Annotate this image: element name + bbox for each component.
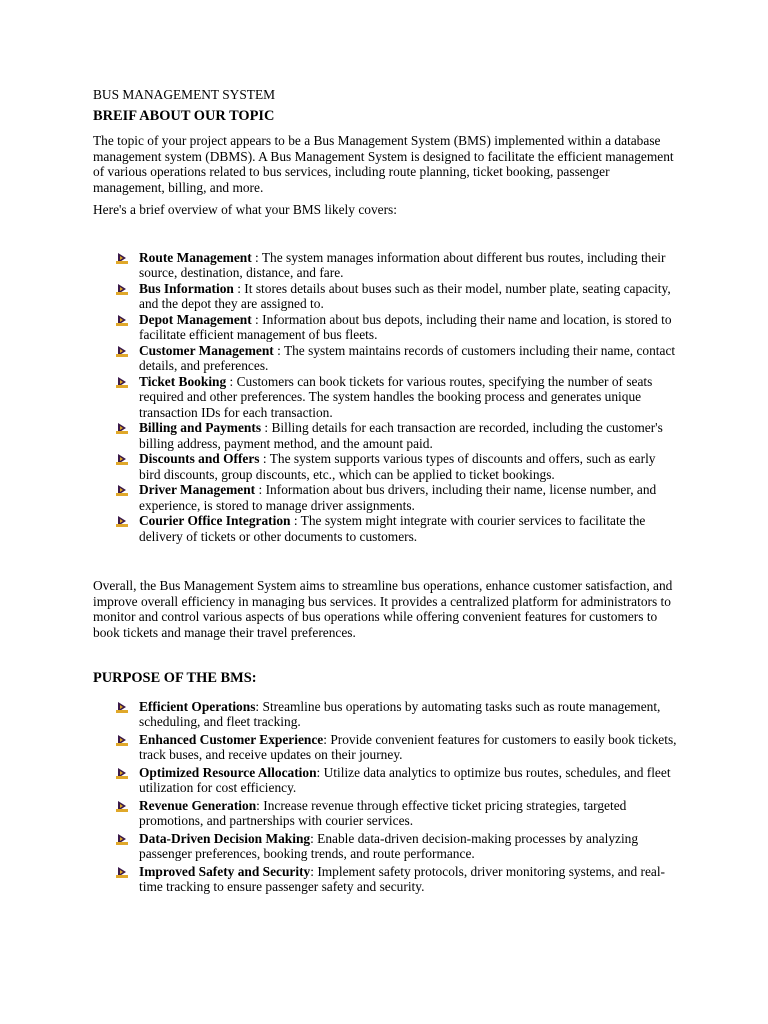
arrow-bullet-icon	[116, 283, 128, 295]
list-item-separator: :	[251, 249, 262, 265]
purposes-list	[93, 699, 678, 895]
list-item-term: Efficient Operations	[139, 698, 256, 714]
list-item-separator: :	[259, 451, 270, 466]
arrow-bullet-icon	[116, 345, 128, 357]
list-item-text: Implement safety protocols, driver monitoring systems, and real-time tracking to ensure passenger safety and security.	[139, 863, 666, 894]
list-item-text: The system maintains records of customers including their name, contact details, and preferences.	[139, 342, 676, 373]
list-item-separator: :	[261, 420, 272, 435]
list-item-separator: :	[290, 513, 301, 528]
list-item-text: Streamline bus operations by automating tasks such as route management, scheduling, and fleet tracking.	[139, 698, 661, 729]
list-item-term: Billing and Payments	[139, 420, 262, 435]
list-item-text: Information about bus depots, including their name and location, is stored to facilitate efficient management of bus fleets.	[139, 311, 672, 342]
list-item-text: Billing details for each transaction are recorded, including the customer's billing address, payment method, and the amount paid.	[139, 420, 663, 451]
list-item-separator: :	[255, 698, 263, 714]
features-list	[93, 250, 678, 545]
list-item-separator: :	[273, 342, 284, 358]
list-item-separator: :	[226, 373, 237, 389]
list-item-text: Utilize data analytics to optimize bus routes, schedules, and fleet utilization for cost efficiency.	[139, 764, 671, 795]
arrow-bullet-icon	[116, 767, 128, 779]
list-item-separator: :	[251, 311, 263, 327]
arrow-bullet-icon	[116, 453, 128, 465]
list-item-text: It stores details about buses such as their model, number plate, seating capacity, and the depot they are assigned to.	[139, 280, 671, 311]
arrow-bullet-icon	[116, 422, 128, 434]
list-item-separator: :	[310, 830, 318, 846]
arrow-bullet-icon	[116, 734, 128, 746]
brief-heading: BREIF ABOUT OUR TOPIC	[93, 107, 275, 124]
list-item-term: Driver Management	[139, 482, 256, 497]
list-item	[116, 765, 678, 796]
list-item	[116, 343, 678, 374]
arrow-bullet-icon	[116, 252, 128, 264]
list-item	[116, 482, 678, 513]
list-item	[116, 513, 678, 544]
list-item	[116, 312, 678, 343]
list-item-text: The system supports various types of discounts and offers, such as early bird discounts, group discounts, etc., which can be applied to ticket bookings.	[139, 451, 656, 482]
list-item-separator: :	[256, 797, 264, 813]
list-item-text: Increase revenue through effective ticket pricing strategies, targeted promotions, and partnerships with courier services.	[139, 797, 627, 828]
list-item-term: Courier Office Integration	[139, 513, 291, 528]
list-item	[116, 798, 678, 829]
list-item-separator: :	[323, 731, 331, 747]
arrow-bullet-icon	[116, 800, 128, 812]
list-item-separator: :	[255, 482, 266, 497]
overview-line: Here's a brief overview of what your BMS likely covers:	[93, 202, 397, 217]
list-item-text: The system manages information about different bus routes, including their source, destination, distance, and fare.	[139, 249, 666, 280]
list-item-term: Revenue Generation	[139, 797, 257, 813]
list-item	[116, 864, 678, 895]
arrow-bullet-icon	[116, 376, 128, 388]
list-item	[116, 699, 678, 730]
document-title: BUS MANAGEMENT SYSTEM	[93, 87, 276, 102]
arrow-bullet-icon	[116, 484, 128, 496]
list-item-text: Information about bus drivers, including their name, license number, and experience, is stored to manage driver assignments.	[139, 482, 657, 513]
list-item	[116, 374, 678, 421]
list-item-text: Enable data-driven decision-making processes by analyzing passenger preferences, booking trends, and route performance.	[139, 830, 639, 861]
list-item	[116, 250, 678, 281]
list-item-term: Optimized Resource Allocation	[139, 764, 317, 780]
list-item-term: Route Management	[139, 249, 252, 265]
intro-paragraph: The topic of your project appears to be a Bus Management System (BMS) implemented within a database management system (DBMS). A Bus Management System is designed to facilitate the efficient management of various operations related to bus services, including route planning, ticket booking, passenger management, billing, and more.	[93, 133, 674, 195]
list-item-separator: :	[233, 280, 245, 296]
list-item-term: Depot Management	[139, 311, 252, 327]
list-item-text: Customers can book tickets for various routes, specifying the number of seats required and other preferences. The system handles the booking process and generates unique transaction IDs for each transaction.	[139, 373, 653, 420]
arrow-bullet-icon	[116, 833, 128, 845]
list-item	[116, 831, 678, 862]
arrow-bullet-icon	[116, 866, 128, 878]
list-item-text: Provide convenient features for customers to easily book tickets, track buses, and receive updates on their journey.	[139, 731, 677, 762]
list-item	[116, 281, 678, 312]
arrow-bullet-icon	[116, 314, 128, 326]
list-item-term: Enhanced Customer Experience	[139, 731, 324, 747]
list-item-separator: :	[316, 764, 324, 780]
list-item-term: Ticket Booking	[139, 373, 227, 389]
arrow-bullet-icon	[116, 701, 128, 713]
overall-paragraph: Overall, the Bus Management System aims to streamline bus operations, enhance customer satisfaction, and improve overall efficiency in managing bus services. It provides a centralized platform for administrators to monitor and control various aspects of bus operations while offering convenient features for customers to book tickets and manage their travel preferences.	[93, 578, 673, 640]
purpose-heading: PURPOSE OF THE BMS:	[93, 670, 257, 686]
list-item-term: Data-Driven Decision Making	[139, 830, 311, 846]
arrow-bullet-icon	[116, 515, 128, 527]
list-item	[116, 420, 678, 451]
list-item-separator: :	[310, 863, 318, 879]
list-item-term: Customer Management	[139, 342, 274, 358]
list-item	[116, 732, 678, 763]
list-item-term: Improved Safety and Security	[139, 863, 311, 879]
list-item-term: Bus Information	[139, 280, 234, 296]
list-item-text: The system might integrate with courier services to facilitate the delivery of tickets or other documents to customers.	[139, 513, 646, 544]
list-item-term: Discounts and Offers	[139, 451, 260, 466]
list-item	[116, 451, 678, 482]
